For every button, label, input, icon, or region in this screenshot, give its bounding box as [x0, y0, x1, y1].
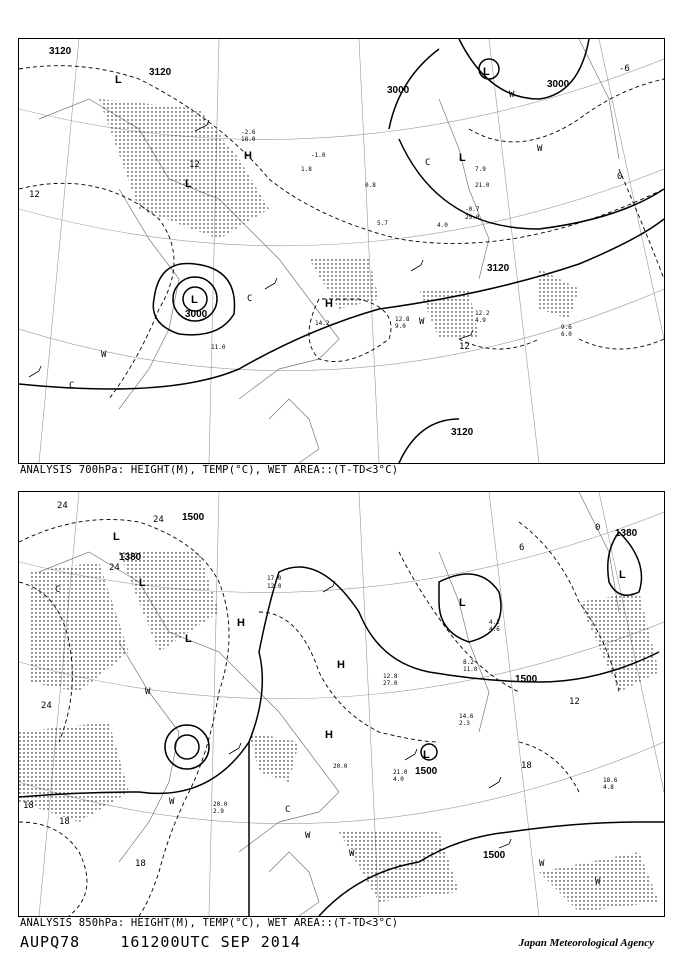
isotherms [19, 520, 619, 917]
temp-label: -6 [619, 64, 630, 74]
height-label: 3120 [451, 427, 474, 438]
warm-marker: W [169, 797, 175, 807]
station-value: 2.9 [213, 808, 224, 815]
temp-label: 12 [569, 697, 580, 707]
temp-label: 12 [459, 342, 470, 352]
station-value: 4.0 [437, 222, 448, 229]
chart-850hpa [18, 491, 665, 917]
temp-label: 0 [595, 523, 601, 533]
station-value: 20.0 [333, 763, 348, 770]
height-label: 3000 [185, 309, 208, 320]
cold-marker: C [247, 294, 253, 304]
warm-marker: W [145, 687, 151, 697]
temp-label: 18 [59, 817, 70, 827]
low-marker: L [113, 531, 120, 543]
station-value: 21.0 [475, 182, 490, 189]
height-label: 3120 [49, 46, 72, 57]
cold-marker: C [425, 158, 431, 168]
station-value: 4.8 [603, 784, 614, 791]
low-marker: L [423, 749, 430, 761]
station-value: 18.6 [603, 777, 618, 784]
station-value: 12.8 [395, 316, 410, 323]
low-marker: L [191, 294, 198, 306]
warm-marker: W [419, 317, 425, 327]
height-label: 1380 [615, 528, 638, 539]
station-value: 12.8 [383, 673, 398, 680]
station-value: 4.9 [475, 317, 486, 324]
station-value: -0.7 [465, 206, 480, 213]
wet-area [19, 552, 659, 912]
low-marker: L [459, 597, 466, 609]
station-value: 4.6 [489, 626, 500, 633]
high-marker: H [325, 729, 333, 741]
station-value: 11.0 [463, 666, 478, 673]
station-value: 0.8 [365, 182, 376, 189]
station-value: 12.2 [475, 310, 490, 317]
station-value: -2.6 [241, 129, 256, 136]
station-value: 27.0 [383, 680, 398, 687]
chart-700hpa [18, 38, 665, 464]
caption-850hpa: ANALYSIS 850hPa: HEIGHT(M), TEMP(°C), WET AREA::(T-TD<3°C) [20, 917, 399, 929]
temp-label: 0 [617, 172, 623, 182]
height-label: 3000 [547, 79, 570, 90]
height-contours [19, 532, 664, 916]
station-value: 14.2 [315, 320, 330, 327]
temp-label: 18 [135, 859, 146, 869]
temp-label: 18 [521, 761, 532, 771]
analysis-datetime: 161200UTC SEP 2014 [120, 933, 301, 951]
station-value: 4.0 [393, 776, 404, 783]
temp-label: 12 [189, 160, 200, 170]
station-plots [211, 129, 572, 351]
height-label: 1500 [182, 512, 205, 523]
station-value: 20.0 [213, 801, 228, 808]
station-value: 11.0 [211, 344, 226, 351]
height-label: 1500 [483, 850, 506, 861]
temp-label: 24 [109, 563, 120, 573]
bulletin-id: AUPQ78 [20, 933, 81, 951]
temp-label: 6 [519, 543, 525, 553]
station-value: 6.0 [561, 331, 572, 338]
station-value: 4.2 [489, 619, 500, 626]
warm-marker: W [509, 90, 515, 100]
station-value: 21.0 [393, 769, 408, 776]
low-marker: L [115, 74, 122, 86]
station-value: 18.0 [241, 136, 256, 143]
height-label: 1380 [119, 552, 142, 563]
station-value: 25.0 [465, 214, 480, 221]
graticule [19, 492, 664, 916]
cold-marker: C [285, 805, 291, 815]
high-marker: H [325, 298, 333, 310]
height-label: 3120 [149, 67, 172, 78]
warm-marker: W [537, 144, 543, 154]
map-700hpa [19, 39, 664, 463]
cold-marker: C [55, 585, 61, 595]
station-value: 9.6 [561, 324, 572, 331]
station-value: 1.8 [301, 166, 312, 173]
temp-label: 24 [153, 515, 164, 525]
bulletin-header [20, 933, 301, 951]
station-value: 14.6 [459, 713, 474, 720]
station-value: 7.9 [475, 166, 486, 173]
height-label: 1500 [515, 674, 538, 685]
high-marker: H [337, 659, 345, 671]
station-plots [213, 575, 618, 815]
warm-marker: W [349, 849, 355, 859]
station-value: -1.0 [311, 152, 326, 159]
low-marker: L [139, 577, 146, 589]
low-marker: L [185, 633, 192, 645]
agency-credit: Japan Meteorological Agency [518, 937, 654, 949]
high-marker: H [244, 150, 252, 162]
warm-marker: W [539, 859, 545, 869]
cold-marker: C [69, 381, 75, 391]
low-marker: L [619, 569, 626, 581]
low-marker: L [185, 178, 192, 190]
map-850hpa [19, 492, 664, 916]
station-value: 2.3 [459, 720, 470, 727]
height-label: 3000 [387, 85, 410, 96]
temp-label: 24 [57, 501, 68, 511]
height-label: 1500 [415, 766, 438, 777]
temp-label: 24 [41, 701, 52, 711]
station-value: 8.2 [463, 659, 474, 666]
low-marker: L [483, 66, 490, 78]
caption-700hpa: ANALYSIS 700hPa: HEIGHT(M), TEMP(°C), WET AREA::(T-TD<3°C) [20, 464, 399, 476]
low-marker: L [459, 152, 466, 164]
height-label: 3120 [487, 263, 510, 274]
station-value: 5.7 [377, 220, 388, 227]
warm-marker: W [595, 877, 601, 887]
high-marker: H [237, 617, 245, 629]
station-value: 9.0 [395, 323, 406, 330]
warm-marker: W [305, 831, 311, 841]
warm-marker: W [101, 350, 107, 360]
temp-label: 18 [23, 801, 34, 811]
station-value: 12.0 [267, 583, 282, 590]
temp-label: 12 [29, 190, 40, 200]
station-value: 17.0 [267, 575, 282, 582]
